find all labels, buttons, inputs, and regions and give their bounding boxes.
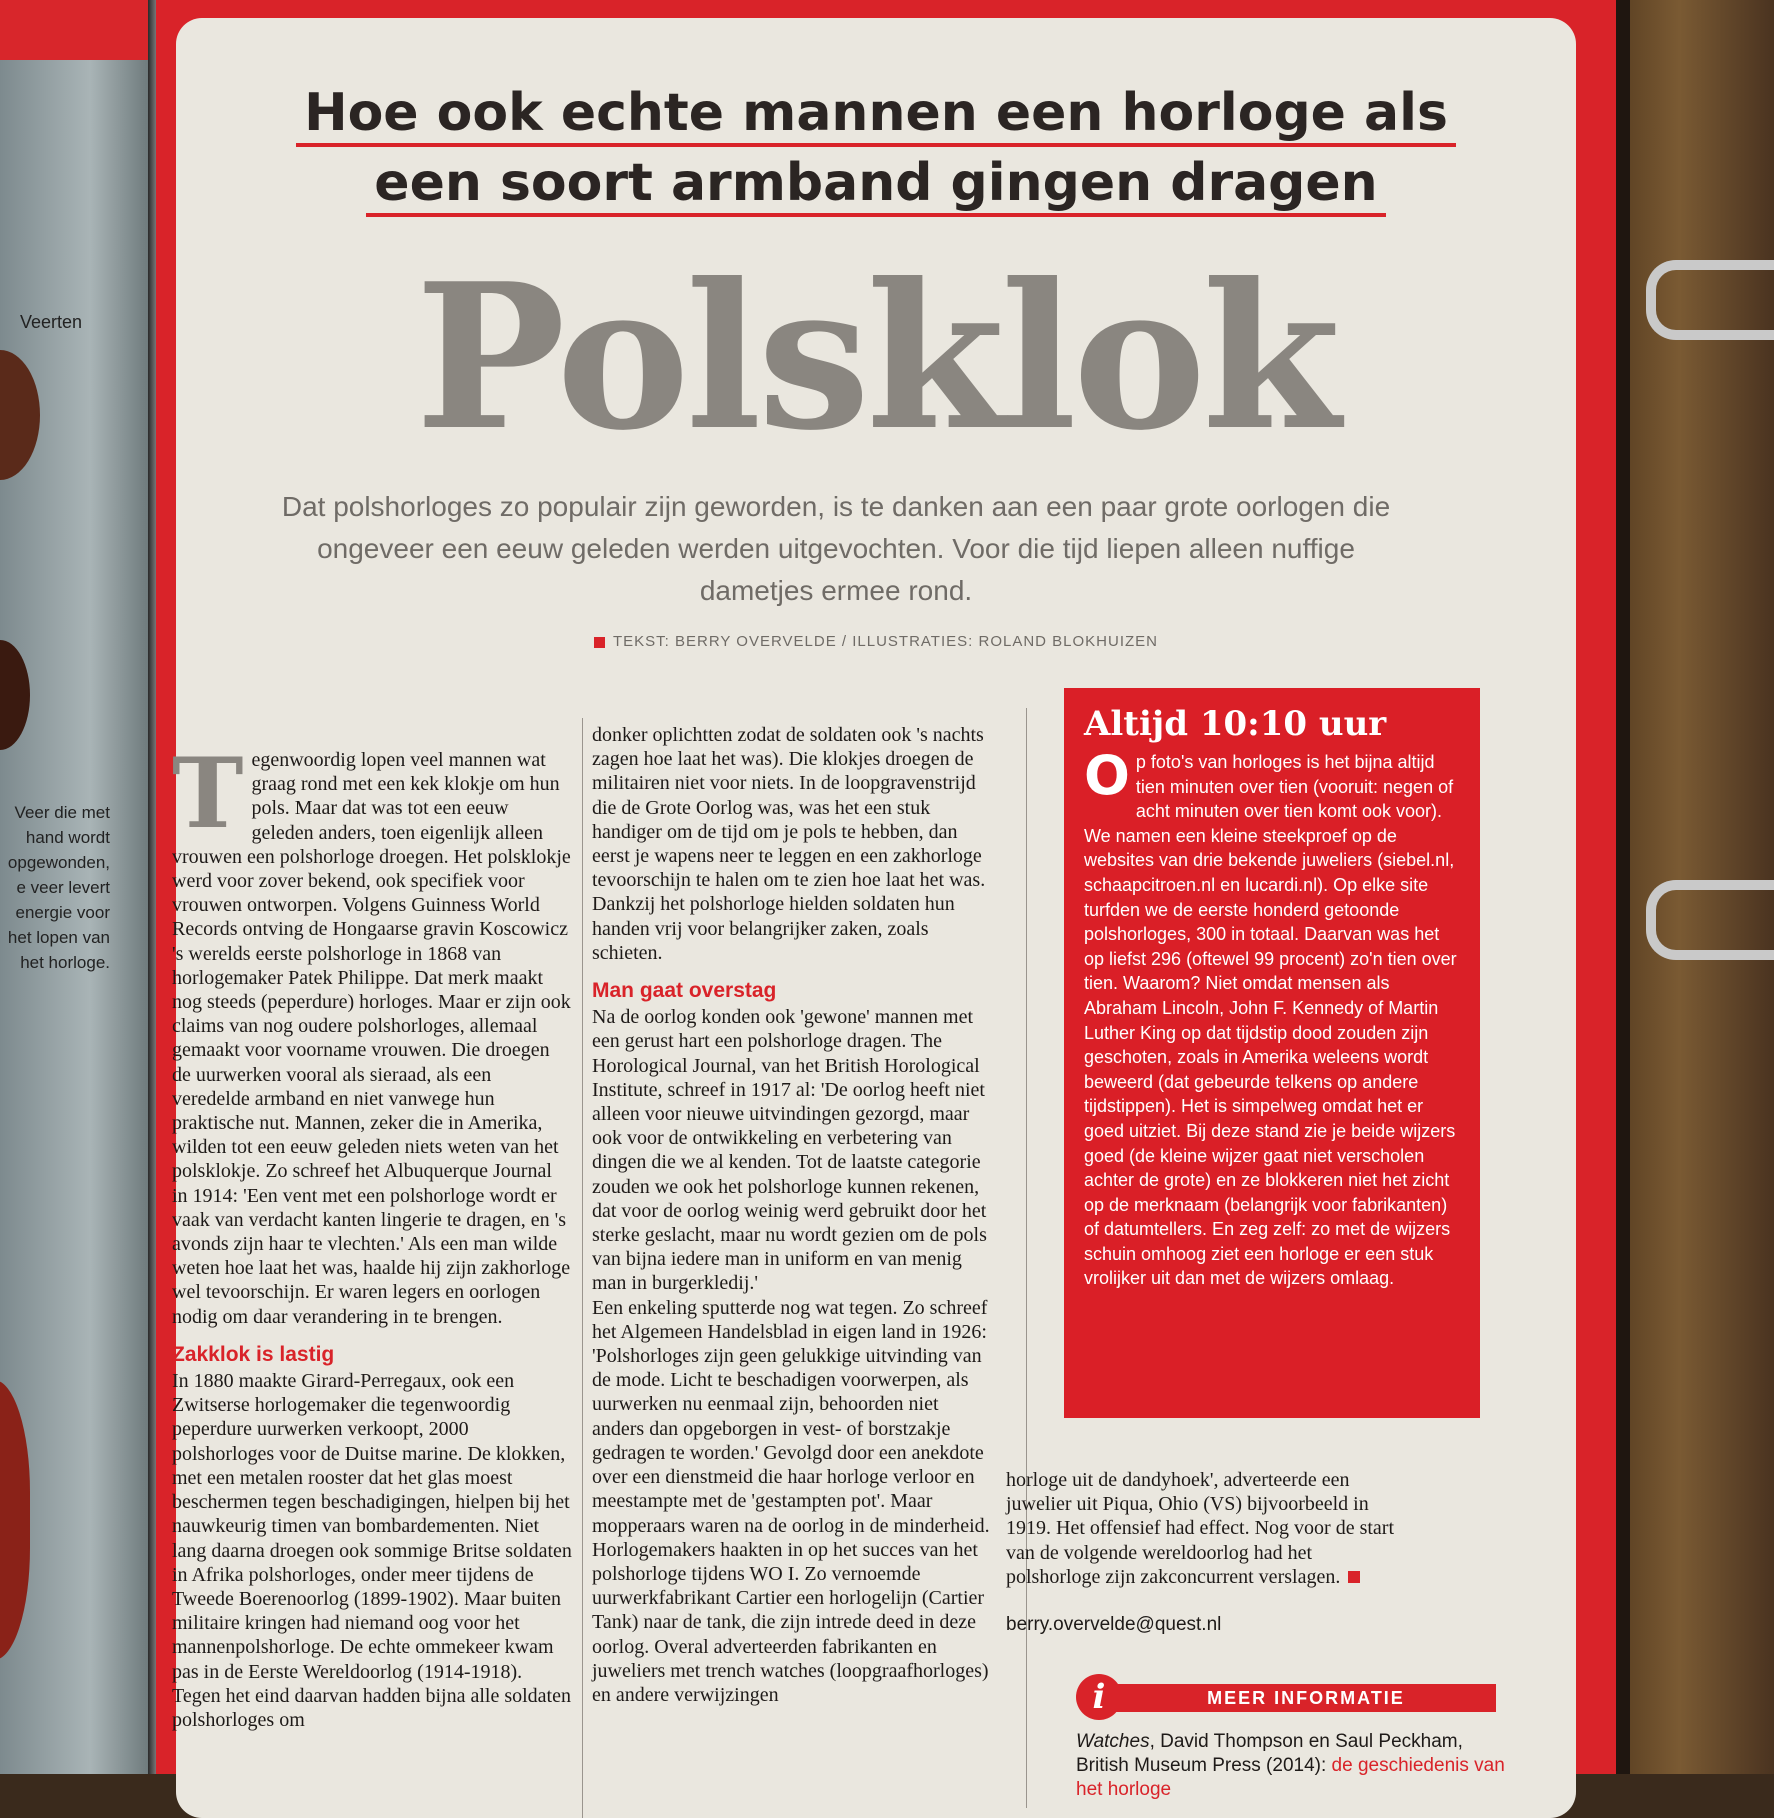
bullet-square-icon [594, 637, 605, 648]
binder-ring-icon [1646, 260, 1774, 340]
drop-cap: T [172, 737, 244, 850]
end-mark-icon [1348, 1571, 1360, 1583]
headline [216, 78, 1536, 218]
binder [1616, 0, 1774, 1774]
paragraph: horloge uit de dandyhoek', adverteerde een juwelier uit Piqua, Ohio (VS) bijvoorbeeld in 1919. Het offensief had effect. Nog voor de start van de volgende wereldoorlog had het polshorloge zijn zakconcurrent verslagen. [1006, 1469, 1395, 1588]
paragraph: Tegenwoordig lopen veel mannen wat graag rond met een kek klokje om hun pols. Maar dat was tot een eeuw geleden anders, toen eigenlijk alleen vrouwen een polshorloge droegen. Het polsklokje werd voor zover bekend, ook specifiek voor vrouwen ontworpen. Volgens Guinness World Records ontving de Hongaarse gravin Koscowicz 's werelds eerste polshorloge in 1868 van horlogemaker Patek Philippe. Dat merk maakt nog steeds (peperdure) horloges. Maar er zijn ook claims van nog oudere polshorloges, allemaal gemaakt voor voorname vrouwen. Die droegen de uurwerken vooral als sieraad, als een veredelde armband en niet vanwege hun praktische nut. Mannen, zeker die in Amerika, wilden tot een eeuw geleden niets weten van het polsklokje. Zo schreef het Albuquerque Journal in 1914: 'Een vent met een polshorloge wordt er vaak van verdacht kanten lingerie te dragen, en 's avonds zijn haar te vlechten.' Als een man wilde weten hoe laat het was, haalde hij zijn zakhorloge wel tevoorschijn. Er waren legers en oorlogen nodig om daar verandering in te brengen. [172, 737, 571, 1328]
sidebar-title: Altijd 10:10 uur [1084, 704, 1387, 744]
article-panel [172, 18, 1576, 1818]
column-divider [1026, 708, 1027, 1808]
author-email: berry.overvelde@quest.nl [1006, 1614, 1222, 1636]
binder-edge [1616, 0, 1630, 1774]
article-title: Polsklok [415, 240, 1337, 475]
paragraph: In 1880 maakte Girard-Perregaux, ook een Zwitserse horlogemaker die tegenwoordig peperdure uurwerken verkoopt, 2000 polshorloges voor de Duitse marine. De klokken, met een metalen rooster dat het glas moest beschermen tegen beschadigingen, hielpen bij het nauwkeurig timen van bombardementen. Niet lang daarna droegen ook sommige Britse soldaten in Afrika polshorloges, onder meer tijdens de Tweede Boerenoorlog (1899-1902). Maar buiten militaire kringen had niemand oog voor het mannenpolshorloge. De echte ommekeer kwam pas in de Eerste Wereldoorlog (1914-1918). Tegen het eind daarvan hadden bijna alle soldaten polshorloges om [172, 1370, 572, 1731]
info-icon: i [1076, 1674, 1122, 1720]
illustration-fragment [0, 640, 30, 750]
binder-ring-icon [1646, 880, 1774, 960]
subheading: Zakklok is lastig [172, 1342, 335, 1366]
intro-text: Dat polshorloges zo populair zijn geworden, is te danken aan een paar grote oorlogen die ongeveer een eeuw geleden werden uitgevochten. Voor die tijd liepen alleen nuffige dametjes ermee rond. [281, 491, 1391, 606]
drop-cap: O [1084, 744, 1130, 807]
text-column-1 [172, 737, 572, 1732]
magazine-page [156, 0, 1616, 1800]
illustration-fragment [0, 350, 40, 480]
subheading: Man gaat overstag [592, 979, 777, 1003]
sidebar-body: Op foto's van horloges is het bijna altijd tien minuten over tien (vooruit: negen of acht minuten over tien komt ook voor). We namen een kleine steekproef op de websites van drie bekende juweliers (siebel.nl, schaapcitroen.nl en lucardi.nl). Op elke site turfden we de eerste honderd getoonde polshorloges, 300 in totaal. Daarvan was het op liefst 296 (oftewel 99 procent) zo'n tien over tien. Waarom? Niet omdat mensen als Abraham Lincoln, John F. Kennedy of Martin Luther King op dat tijdstip dood zouden zijn geschoten, zoals in Amerika weleens wordt beweerd (dat gebeurde telkens op andere tijdstippen). Het is simpelweg omdat het er goed uitziet. Bij deze stand zie je beide wijzers goed (de kleine wijzer gaat niet verscholen achter de grote) en ze blokkeren niet het zicht op de merknaam (belangrijk voor fabrikanten) of datumtellers. En zeg zelf: zo met de wijzers schuin omhoog ziet een horloge er een stuk vrolijker uit dan met de wijzers omlaag. [1084, 744, 1457, 1289]
previous-page [0, 0, 150, 1774]
text-column-3 [1006, 1468, 1406, 1637]
more-info-text: Watches, David Thompson en Saul Peckham, British Museum Press (2014): de geschiedenis van het horloge [1076, 1731, 1505, 1800]
illustration-caption: Veer die met hand wordt opgewonden, e veer levert energie voor het lopen van het horloge. [7, 803, 110, 972]
byline: TEKST: BERRY OVERVELDE / ILLUSTRATIES: ROLAND BLOKHUIZEN [176, 633, 1576, 650]
paragraph: Een enkeling sputterde nog wat tegen. Zo schreef het Algemeen Handelsblad in eigen land in 1926: 'Polshorloges zijn geen gelukkige uitvinding van de mode. Licht te beschadigen voorwerpen, als uurwerken nu eenmaal zijn, behoorden niet anders dan opgeborgen in vest- of borstzakje gedragen te worden.' Gevolgd door een anekdote over een dienstmeid die haar horloge verloor en meestampte met de 'gestampten pot'. Maar mopperaars waren na de oorlog in de minderheid. Horlogemakers haakten in op het succes van het polshorloge tijdens WO I. Zo vernoemde uurwerkfabrikant Cartier een horlogelijn (Cartier Tank) naar de tank, die zijn intrede deed in deze oorlog. Overal adverteerden fabrikanten en juweliers met trench watches (loopgraafhorloges) en andere verwijzingen [592, 1296, 990, 1706]
sidebar-box [1064, 688, 1480, 1418]
headline-line: Hoe ook echte mannen een horloge als [296, 83, 1456, 147]
paragraph: Na de oorlog konden ook 'gewone' mannen met een gerust hart een polshorloge dragen. The Horological Journal, van het British Horological Institute, schreef in 1917 al: 'De oorlog heeft niet alleen voor nieuwe uitvindingen gezorgd, maar ook voor de ontwikkeling en verbetering van dingen die we al kenden. Tot de laatste categorie zouden we ook het polshorloge kunnen rekenen, dat voor de oorlog weinig werd gebruikt door het sterke geslacht, maar nu wordt gezien om de pols van bijna iedere man in uniform en van menig man in burgerkledij.' [592, 1006, 987, 1295]
more-info-label: MEER INFORMATIE [1116, 1684, 1496, 1712]
red-corner [0, 0, 150, 60]
column-divider [582, 718, 583, 1818]
illustration-label: Veerten [20, 312, 83, 332]
illustration-fragment [0, 1380, 30, 1660]
text-column-2 [592, 723, 992, 1707]
paragraph: donker oplichtten zodat de soldaten ook 's nachts zagen hoe laat het was). Die klokjes droegen de militairen niet voor niets. In de loopgravenstrijd die de Grote Oorlog was, was het een stuk handiger om de tijd om je pols te hebben, dan eerst je wapens neer te leggen en een zakhorloge tevoorschijn te halen om te zien hoe laat het was. Dankzij het polshorloge hielden soldaten hun handen vrij voor belangrijker zaken, zoals schieten. [592, 724, 986, 964]
headline-line: een soort armband gingen dragen [366, 153, 1385, 217]
